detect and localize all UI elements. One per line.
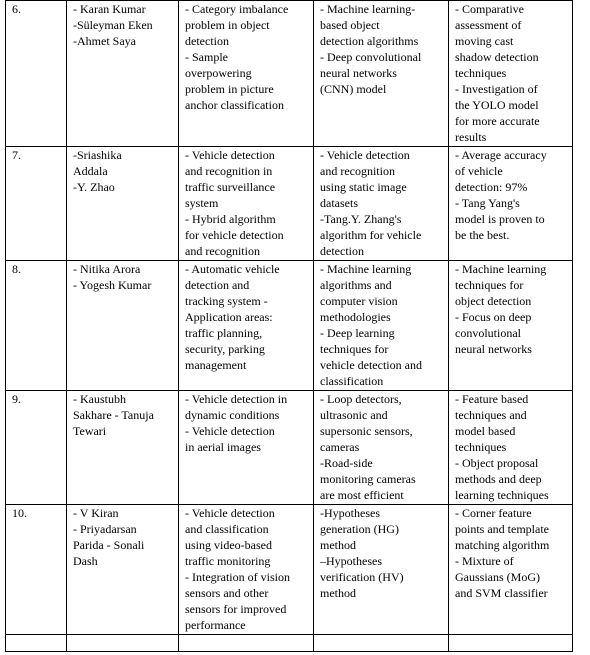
empty-cell	[314, 635, 449, 652]
empty-cell	[67, 635, 179, 652]
authors-cell: - Karan Kumar -Süleyman Eken -Ahmet Saya	[67, 1, 179, 147]
methods-cell: - Machine learning algorithms and computer vision methodologies - Deep learning techniques for vehicle detection and classification	[314, 261, 449, 391]
authors-cell: - Kaustubh Sakhare - Tanuja Tewari	[67, 391, 179, 505]
table-row	[6, 1, 573, 147]
problem-cell: - Vehicle detection and classification using video-based traffic monitoring - Integration of vision sensors and other sensors for improved performance	[179, 505, 314, 635]
table-row	[6, 147, 573, 261]
problem-cell: - Category imbalance problem in object detection - Sample overpowering problem in picture anchor classification	[179, 1, 314, 147]
table-row	[6, 261, 573, 391]
results-cell: - Comparative assessment of moving cast shadow detection techniques - Investigation of the YOLO model for more accurate results	[449, 1, 573, 147]
empty-cell	[449, 635, 573, 652]
row-number-cell: 8.	[6, 261, 67, 391]
problem-cell: - Automatic vehicle detection and tracking system - Application areas: traffic planning, security, parking management	[179, 261, 314, 391]
methods-cell: - Vehicle detection and recognition using static image datasets -Tang.Y. Zhang's algorithm for vehicle detection	[314, 147, 449, 261]
row-number-cell: 7.	[6, 147, 67, 261]
authors-cell: -Sriashika Addala -Y. Zhao	[67, 147, 179, 261]
problem-cell: - Vehicle detection in dynamic conditions - Vehicle detection in aerial images	[179, 391, 314, 505]
results-cell: - Feature based techniques and model based techniques - Object proposal methods and deep learning techniques	[449, 391, 573, 505]
results-cell: - Average accuracy of vehicle detection: 97% - Tang Yang's model is proven to be the best.	[449, 147, 573, 261]
problem-cell: - Vehicle detection and recognition in traffic surveillance system - Hybrid algorithm for vehicle detection and recognition	[179, 147, 314, 261]
results-cell: - Machine learning techniques for object detection - Focus on deep convolutional neural networks	[449, 261, 573, 391]
table-row	[6, 505, 573, 635]
methods-cell: -Hypotheses generation (HG) method –Hypotheses verification (HV) method	[314, 505, 449, 635]
authors-cell: - Nitika Arora - Yogesh Kumar	[67, 261, 179, 391]
row-number-cell: 6.	[6, 1, 67, 147]
table-row	[6, 391, 573, 505]
authors-cell: - V Kiran - Priyadarsan Parida - Sonali Dash	[67, 505, 179, 635]
methods-cell: - Machine learning- based object detection algorithms - Deep convolutional neural networks (CNN) model	[314, 1, 449, 147]
literature-review-table	[5, 0, 573, 652]
empty-cell	[179, 635, 314, 652]
empty-table-row	[6, 635, 573, 652]
results-cell: - Corner feature points and template matching algorithm - Mixture of Gaussians (MoG) and SVM classifier	[449, 505, 573, 635]
row-number-cell: 10.	[6, 505, 67, 635]
methods-cell: - Loop detectors, ultrasonic and supersonic sensors, cameras -Road-side monitoring cameras are most efficient	[314, 391, 449, 505]
row-number-cell: 9.	[6, 391, 67, 505]
empty-cell	[6, 635, 67, 652]
